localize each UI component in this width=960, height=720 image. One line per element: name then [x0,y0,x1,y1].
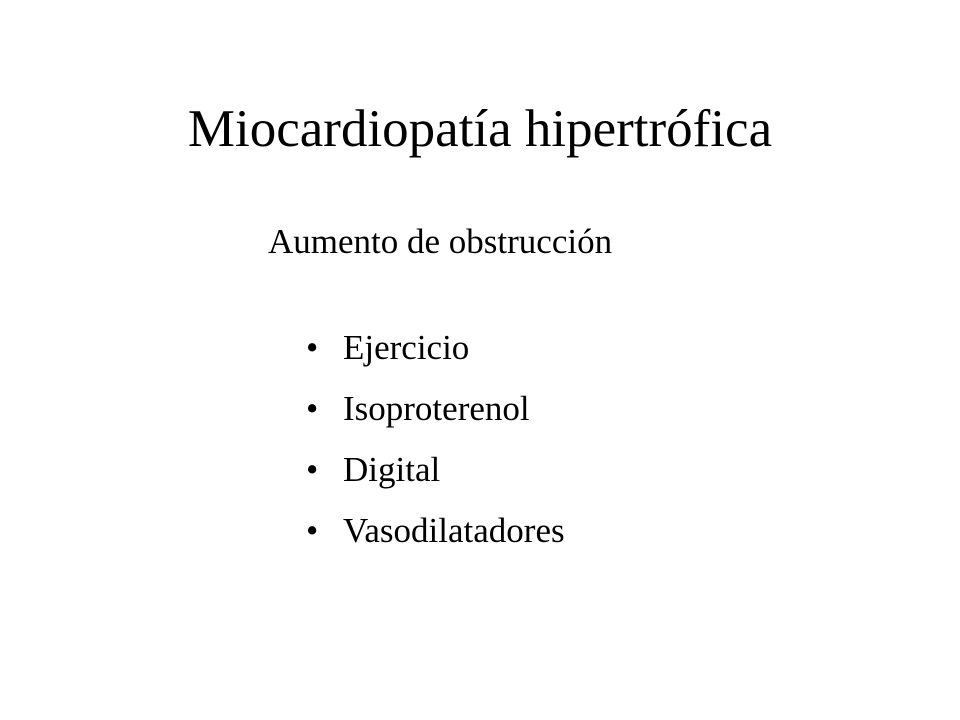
list-item-label: Vasodilatadores [343,511,565,550]
bullet-icon: • [306,328,319,367]
list-item-label: Isoproterenol [343,389,530,428]
slide-subtitle: Aumento de obstrucción [268,222,613,261]
list-item-label: Digital [343,450,441,489]
bullet-icon: • [306,511,319,550]
bullet-icon: • [306,450,319,489]
slide-title: Miocardiopatía hipertrófica [187,100,773,158]
bullet-icon: • [306,389,319,428]
list-item-label: Ejercicio [343,328,470,367]
